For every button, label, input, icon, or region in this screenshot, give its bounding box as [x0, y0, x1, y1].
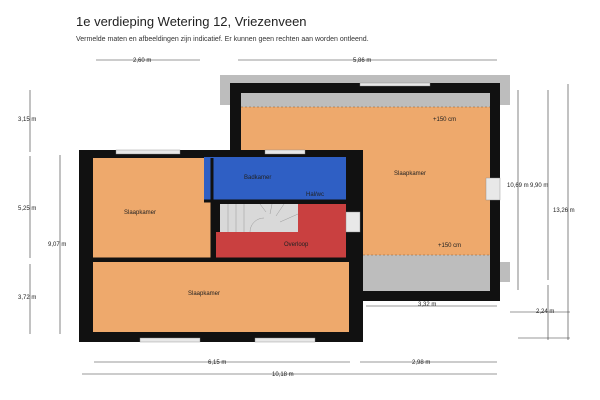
label-slaapkamer-bottom: Slaapkamer — [188, 291, 221, 297]
room-overloop[interactable] — [216, 232, 346, 258]
label-height-bottom: +150 cm — [438, 243, 462, 249]
sloped-zone-bottom — [363, 255, 490, 291]
room-overloop-upper — [298, 204, 346, 234]
dim-top-left: 2,60 m — [133, 58, 152, 64]
dim-right-inner: 10,69 m — [507, 183, 529, 189]
label-overloop: Overloop — [284, 242, 309, 248]
dim-top-right: 5,86 m — [353, 58, 372, 64]
dim-right-bottom: 2,24 m — [536, 309, 555, 315]
dim-right-inner-2: 9,90 m — [530, 183, 549, 189]
dim-mid-right: 3,32 m — [418, 302, 437, 308]
dim-right-outer: 13,26 m — [553, 208, 575, 214]
sloped-zone-top — [241, 93, 490, 107]
dim-left-1: 3,15 m — [18, 117, 37, 123]
page-title: 1e verdieping Wetering 12, Vriezenveen — [76, 14, 307, 29]
dim-bottom-1: 6,15 m — [208, 360, 227, 366]
dim-left-4: 3,72 m — [18, 295, 37, 301]
disclaimer: Vermelde maten en afbeeldingen zijn indicatief. Er kunnen geen rechten aan worden ontleend. — [76, 36, 369, 43]
stairs — [220, 204, 298, 232]
label-hal: Hal/wc — [306, 192, 325, 198]
room-badkamer[interactable] — [204, 157, 346, 200]
dim-bottom-2: 2,98 m — [412, 360, 431, 366]
label-slaapkamer-left: Slaapkamer — [124, 210, 157, 216]
label-height-top: +150 cm — [433, 117, 457, 123]
dim-left-3: 9,07 m — [48, 242, 67, 248]
label-badkamer: Badkamer — [244, 175, 272, 181]
room-slaapkamer-bottom[interactable] — [93, 262, 349, 332]
dim-bottom-total: 10,18 m — [272, 372, 294, 378]
dim-left-2: 5,25 m — [18, 206, 37, 212]
room-slaapkamer-left[interactable] — [93, 158, 212, 258]
label-slaapkamer-right: Slaapkamer — [394, 171, 427, 177]
